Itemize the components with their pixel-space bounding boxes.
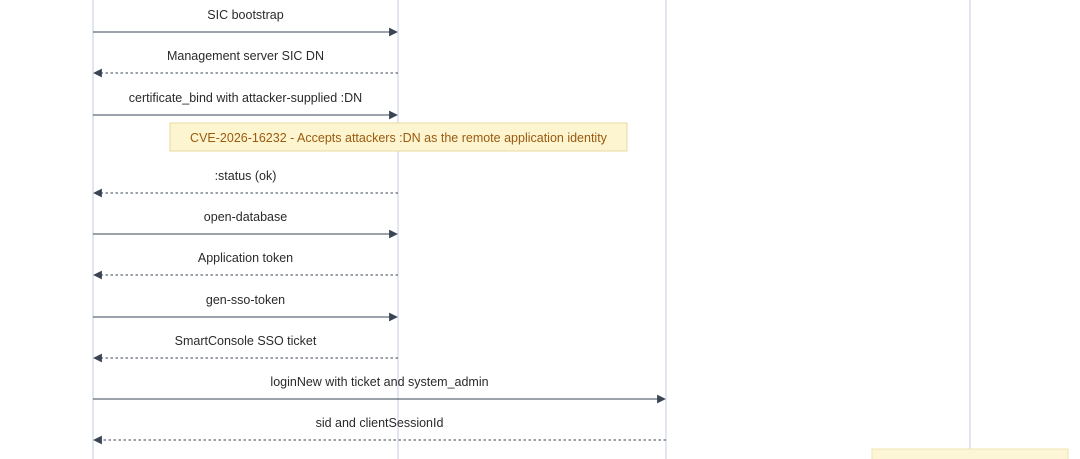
- message-10: [94, 416, 666, 440]
- message-label: certificate_bind with attacker-supplied :DN: [128, 91, 363, 105]
- message-label: Management server SIC DN: [166, 49, 325, 63]
- message-6: [94, 251, 398, 275]
- messages: [93, 8, 666, 440]
- message-8: [94, 334, 398, 358]
- message-label: sid and clientSessionId: [315, 416, 444, 430]
- message-label: gen-sso-token: [205, 293, 286, 307]
- message-label: Application token: [197, 251, 294, 265]
- message-9: [93, 375, 665, 399]
- message-5: [93, 210, 397, 234]
- message-label: open-database: [203, 210, 288, 224]
- message-label: SIC bootstrap: [207, 8, 284, 22]
- cve-note: [170, 123, 627, 151]
- message-label: SmartConsole SSO ticket: [174, 334, 317, 348]
- message-label: :status (ok): [214, 169, 277, 183]
- lifelines: [93, 0, 970, 459]
- note-text: CVE-2026-16232 - Accepts attackers :DN as the remote application identity: [190, 131, 607, 145]
- message-2: [94, 49, 398, 73]
- message-7: [93, 293, 397, 317]
- message-label: loginNew with ticket and system_admin: [270, 375, 489, 389]
- message-4: [94, 169, 398, 193]
- partial-note-box: [872, 449, 1068, 459]
- message-1: [93, 8, 397, 32]
- message-3: [93, 91, 397, 115]
